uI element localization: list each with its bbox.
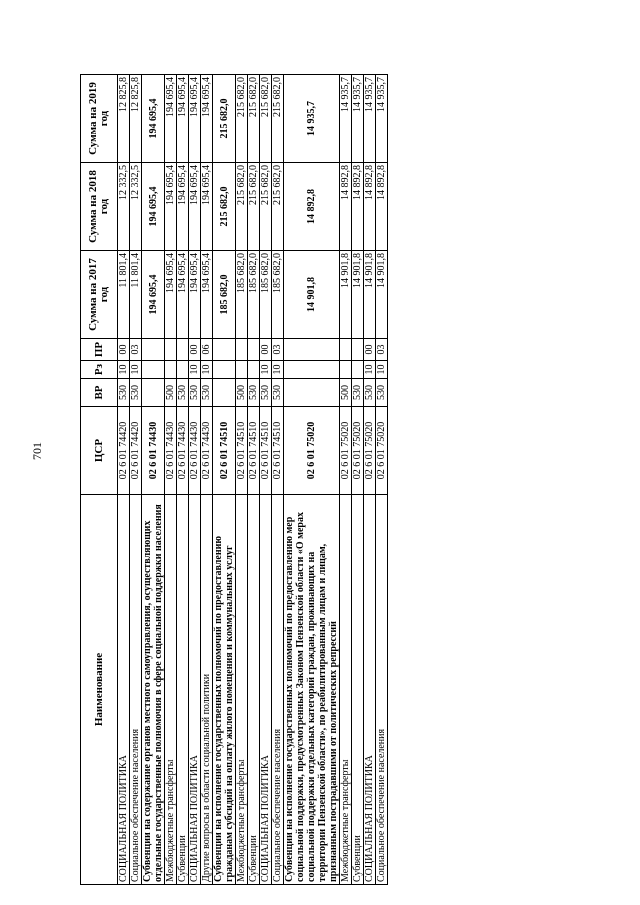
cell-sum-2018: 215 682,0 [236, 163, 248, 251]
cell-vr: 530 [352, 379, 364, 407]
cell-rz [248, 361, 260, 379]
cell-vr: 530 [177, 379, 189, 407]
cell-sum-2017: 185 682,0 [272, 251, 284, 339]
cell-sum-2017: 194 695,4 [165, 251, 177, 339]
cell-vr: 530 [130, 379, 142, 407]
cell-name: СОЦИАЛЬНАЯ ПОЛИТИКА [189, 495, 201, 885]
cell-rz: 10 [130, 361, 142, 379]
cell-sum-2019: 14 935,7 [376, 75, 388, 163]
cell-name: СОЦИАЛЬНАЯ ПОЛИТИКА [364, 495, 376, 885]
table-row [272, 75, 284, 885]
cell-name: Социальное обеспечение населения [376, 495, 388, 885]
cell-rz [213, 361, 236, 379]
budget-table [80, 74, 388, 885]
cell-vr: 530 [201, 379, 213, 407]
cell-sum-2017: 14 901,8 [340, 251, 352, 339]
cell-sum-2017: 14 901,8 [364, 251, 376, 339]
cell-sum-2018: 194 695,4 [165, 163, 177, 251]
cell-sum-2019: 14 935,7 [340, 75, 352, 163]
cell-sum-2018: 14 892,8 [376, 163, 388, 251]
cell-sum-2017: 14 901,8 [284, 251, 340, 339]
cell-pr: 03 [272, 339, 284, 361]
cell-csr: 02 6 01 74510 [248, 407, 260, 495]
cell-vr: 530 [260, 379, 272, 407]
cell-pr: 00 [260, 339, 272, 361]
cell-sum-2017: 14 901,8 [352, 251, 364, 339]
page-number: 701 [30, 442, 44, 460]
cell-sum-2019: 194 695,4 [201, 75, 213, 163]
cell-sum-2018: 194 695,4 [177, 163, 189, 251]
cell-name: Социальное обеспечение населения [272, 495, 284, 885]
cell-sum-2018: 12 332,5 [118, 163, 130, 251]
cell-vr: 530 [364, 379, 376, 407]
cell-sum-2017: 194 695,4 [142, 251, 165, 339]
cell-sum-2019: 215 682,0 [236, 75, 248, 163]
cell-sum-2017: 185 682,0 [236, 251, 248, 339]
header-name: Наименование [81, 495, 118, 885]
cell-rz: 10 [272, 361, 284, 379]
cell-sum-2018: 215 682,0 [213, 163, 236, 251]
cell-sum-2017: 194 695,4 [201, 251, 213, 339]
cell-sum-2019: 14 935,7 [364, 75, 376, 163]
cell-pr: 00 [189, 339, 201, 361]
cell-vr: 500 [236, 379, 248, 407]
cell-vr: 500 [165, 379, 177, 407]
cell-name: Другие вопросы в области социальной политики [201, 495, 213, 885]
table-row [352, 75, 364, 885]
cell-csr: 02 6 01 75020 [352, 407, 364, 495]
cell-rz [236, 361, 248, 379]
cell-vr: 530 [189, 379, 201, 407]
header-vr: ВР [81, 379, 118, 407]
table-row [189, 75, 201, 885]
cell-csr: 02 6 01 74510 [213, 407, 236, 495]
cell-csr: 02 6 01 74510 [236, 407, 248, 495]
cell-sum-2017: 185 682,0 [260, 251, 272, 339]
cell-pr: 03 [130, 339, 142, 361]
cell-csr: 02 6 01 74430 [142, 407, 165, 495]
cell-csr: 02 6 01 75020 [376, 407, 388, 495]
cell-name: Субвенции [177, 495, 189, 885]
cell-csr: 02 6 01 74420 [130, 407, 142, 495]
cell-vr: 530 [272, 379, 284, 407]
cell-csr: 02 6 01 75020 [284, 407, 340, 495]
cell-sum-2019: 12 825,8 [118, 75, 130, 163]
header-sum-2019: Сумма на 2019 год [81, 75, 118, 163]
cell-rz: 10 [118, 361, 130, 379]
cell-sum-2018: 14 892,8 [364, 163, 376, 251]
cell-name: Межбюджетные трансферты [236, 495, 248, 885]
cell-sum-2017: 185 682,0 [213, 251, 236, 339]
cell-name: Субвенции на исполнение государственных полномочий по предоставлению мер социальной поддержки, предусмотренных Законом Пензенской области «О мерах социальной поддержки отдельных категорий граждан, проживающих на территории Пензенской области», по реабилитированным лицам и лицам, признанным пострадавшими от политических репрессий [284, 495, 340, 885]
cell-pr [284, 339, 340, 361]
cell-rz: 10 [376, 361, 388, 379]
cell-name: Межбюджетные трансферты [165, 495, 177, 885]
cell-rz [142, 361, 165, 379]
cell-sum-2017: 185 682,0 [248, 251, 260, 339]
table-row [284, 75, 340, 885]
cell-pr: 03 [376, 339, 388, 361]
table-row [142, 75, 165, 885]
cell-sum-2017: 11 801,4 [130, 251, 142, 339]
header-csr: ЦСР [81, 407, 118, 495]
table-row [177, 75, 189, 885]
cell-sum-2017: 14 901,8 [376, 251, 388, 339]
table-header-row [81, 75, 118, 885]
cell-rz [177, 361, 189, 379]
cell-sum-2018: 215 682,0 [248, 163, 260, 251]
cell-rz: 10 [260, 361, 272, 379]
cell-sum-2017: 11 801,4 [118, 251, 130, 339]
cell-sum-2019: 215 682,0 [248, 75, 260, 163]
cell-rz [165, 361, 177, 379]
cell-csr: 02 6 01 74430 [201, 407, 213, 495]
cell-rz [284, 361, 340, 379]
cell-rz: 10 [201, 361, 213, 379]
cell-sum-2018: 14 892,8 [340, 163, 352, 251]
cell-pr [340, 339, 352, 361]
cell-sum-2018: 194 695,4 [189, 163, 201, 251]
cell-pr [177, 339, 189, 361]
cell-sum-2019: 194 695,4 [189, 75, 201, 163]
cell-name: Субвенции [352, 495, 364, 885]
cell-pr: 00 [364, 339, 376, 361]
cell-rz [352, 361, 364, 379]
cell-pr [213, 339, 236, 361]
header-sum-2017: Сумма на 2017 год [81, 251, 118, 339]
table-row [236, 75, 248, 885]
cell-name: Социальное обеспечение населения [130, 495, 142, 885]
cell-csr: 02 6 01 74510 [260, 407, 272, 495]
cell-sum-2019: 215 682,0 [260, 75, 272, 163]
cell-vr: 530 [376, 379, 388, 407]
table-row [118, 75, 130, 885]
header-pr: ПР [81, 339, 118, 361]
cell-sum-2019: 194 695,4 [177, 75, 189, 163]
cell-sum-2019: 12 825,8 [130, 75, 142, 163]
table-row [260, 75, 272, 885]
cell-name: Межбюджетные трансферты [340, 495, 352, 885]
cell-name: Субвенции на исполнение государственных полномочий по предоставлению гражданам субсидий на оплату жилого помещения и коммунальных услуг [213, 495, 236, 885]
cell-sum-2018: 215 682,0 [272, 163, 284, 251]
cell-pr [142, 339, 165, 361]
cell-sum-2019: 14 935,7 [284, 75, 340, 163]
cell-pr: 06 [201, 339, 213, 361]
cell-sum-2018: 14 892,8 [284, 163, 340, 251]
cell-pr [165, 339, 177, 361]
cell-rz: 10 [189, 361, 201, 379]
cell-pr: 00 [118, 339, 130, 361]
cell-sum-2017: 194 695,4 [177, 251, 189, 339]
cell-csr: 02 6 01 74430 [189, 407, 201, 495]
cell-sum-2017: 194 695,4 [189, 251, 201, 339]
table-row [165, 75, 177, 885]
table-row [340, 75, 352, 885]
cell-sum-2018: 12 332,5 [130, 163, 142, 251]
cell-sum-2018: 215 682,0 [260, 163, 272, 251]
cell-csr: 02 6 01 75020 [364, 407, 376, 495]
cell-sum-2018: 194 695,4 [142, 163, 165, 251]
cell-csr: 02 6 01 74420 [118, 407, 130, 495]
cell-sum-2018: 194 695,4 [201, 163, 213, 251]
table-row [130, 75, 142, 885]
rotated-table-container [80, 75, 525, 885]
cell-rz: 10 [364, 361, 376, 379]
cell-sum-2019: 14 935,7 [352, 75, 364, 163]
cell-sum-2018: 14 892,8 [352, 163, 364, 251]
table-row [364, 75, 376, 885]
cell-csr: 02 6 01 74430 [165, 407, 177, 495]
cell-csr: 02 6 01 75020 [340, 407, 352, 495]
table-row [376, 75, 388, 885]
table-row [201, 75, 213, 885]
cell-pr [352, 339, 364, 361]
table-body [118, 75, 388, 885]
cell-pr [248, 339, 260, 361]
cell-csr: 02 6 01 74430 [177, 407, 189, 495]
cell-sum-2019: 215 682,0 [272, 75, 284, 163]
header-rz: Рз [81, 361, 118, 379]
cell-vr [142, 379, 165, 407]
cell-name: Субвенции [248, 495, 260, 885]
cell-sum-2019: 215 682,0 [213, 75, 236, 163]
header-sum-2018: Сумма на 2018 год [81, 163, 118, 251]
cell-csr: 02 6 01 74510 [272, 407, 284, 495]
cell-name: СОЦИАЛЬНАЯ ПОЛИТИКА [118, 495, 130, 885]
cell-pr [236, 339, 248, 361]
cell-vr [213, 379, 236, 407]
table-row [213, 75, 236, 885]
cell-vr: 530 [118, 379, 130, 407]
cell-name: Субвенции на содержание органов местного самоуправления, осуществляющих отдельные государственные полномочия в сфере социальной поддержки населения [142, 495, 165, 885]
cell-vr [284, 379, 340, 407]
cell-name: СОЦИАЛЬНАЯ ПОЛИТИКА [260, 495, 272, 885]
cell-vr: 530 [248, 379, 260, 407]
cell-rz [340, 361, 352, 379]
cell-sum-2019: 194 695,4 [165, 75, 177, 163]
cell-vr: 500 [340, 379, 352, 407]
cell-sum-2019: 194 695,4 [142, 75, 165, 163]
table-row [248, 75, 260, 885]
